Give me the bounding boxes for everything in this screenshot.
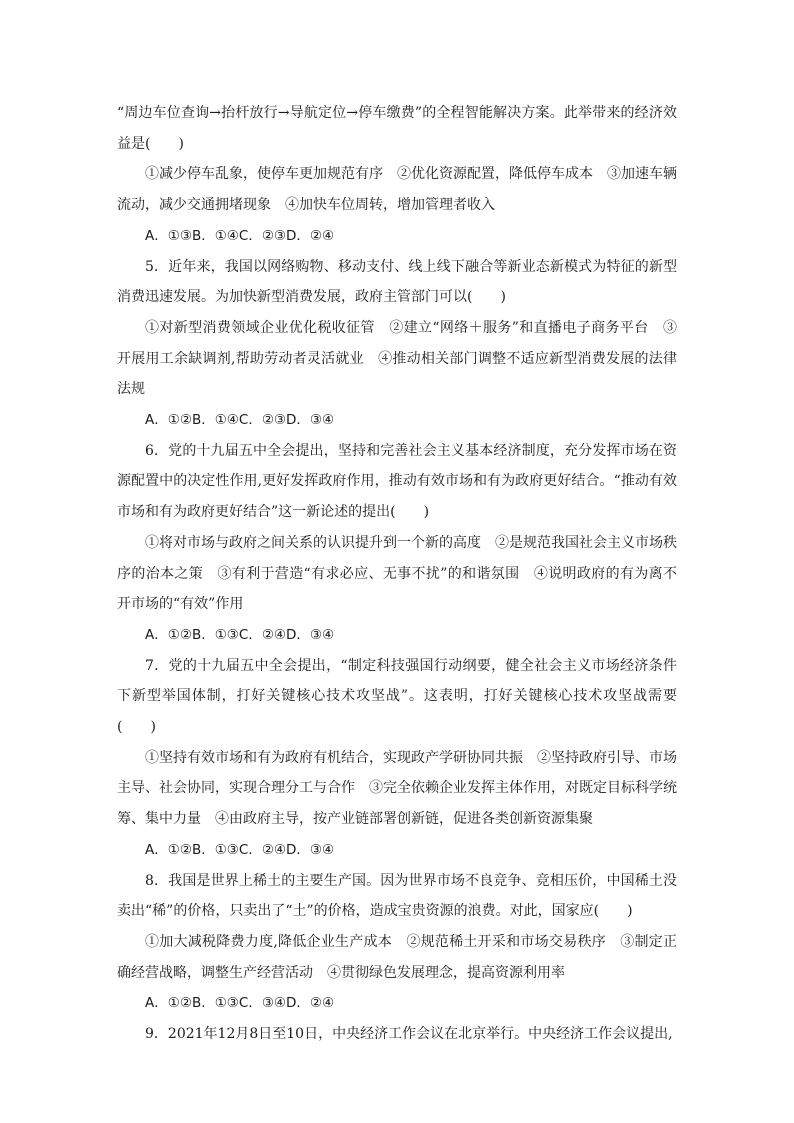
question-8-statements: ①加大减税降费力度,降低企业生产成本 ②规范稀土开采和市场交易秩序 ③制定正确经营战略，调整生产经营活动 ④贯彻绿色发展理念，提高资源利用率 — [117, 933, 677, 981]
question-6-stem: 6．党的十九届五中全会提出，坚持和完善社会主义基本经济制度，充分发挥市场在资源配置中的决定性作用,更好发挥政府作用，推动有效市场和有为政府更好结合。“推动有效市场和有为政府更好结合”这一新论述的提出( ) — [117, 442, 677, 521]
question-4-stem-tail: “周边车位查询→抬杆放行→导航定位→停车缴费”的全程智能解决方案。此举带来的经济效益是( ) — [117, 105, 677, 152]
question-5-stem: 5．近年来，我国以网络购物、移动支付、线上线下融合等新业态新模式为特征的新型消费迅速发展。为加快新型消费发展，政府主管部门可以( ) — [117, 258, 677, 306]
question-5-options: A．①②B．①④C．②③D．③④ — [145, 412, 335, 429]
question-5-statements: ①对新型消费领域企业优化税收征管 ②建立“网络＋服务”和直播电子商务平台 ③开展用工余缺调剂,帮助劳动者灵活就业 ④推动相关部门调整不适应新型消费发展的法律法规 — [117, 319, 677, 398]
question-4-options: A．①③B．①④C．②③D．②④ — [145, 227, 335, 244]
question-7-stem: 7．党的十九届五中全会提出，“制定科技强国行动纲要，健全社会主义市场经济条件下新型举国体制，打好关键核心技术攻坚战”。这表明，打好关键核心技术攻坚战需要( ) — [117, 657, 677, 736]
question-6-options: A．①②B．①③C．②④D．③④ — [145, 626, 335, 643]
question-6-statements: ①将对市场与政府之间关系的认识提升到一个新的高度 ②是规范我国社会主义市场秩序的治本之策 ③有利于营造“有求必应、无事不扰”的和谐氛围 ④说明政府的有为离不开市场的“有效”作用 — [117, 534, 677, 613]
question-8-stem: 8．我国是世界上稀土的主要生产国。因为世界市场不良竞争、竞相压价，中国稀土没卖出“稀”的价格，只卖出了“土”的价格，造成宝贵资源的浪费。对此，国家应( ) — [117, 872, 677, 920]
question-list — [117, 98, 677, 1050]
question-8-options: A．①②B．①③C．③④D．②④ — [145, 995, 335, 1012]
question-4-statements: ①减少停车乱象，使停车更加规范有序 ②优化资源配置，降低停车成本 ③加速车辆流动，减少交通拥堵现象 ④加快车位周转，增加管理者收入 — [117, 166, 677, 214]
question-9-stem: 9．2021年12月8日至10日，中央经济工作会议在北京举行。中央经济工作会议提出, — [145, 1026, 673, 1043]
question-7-options: A．①②B．①③C．②④D．③④ — [145, 841, 335, 858]
question-7-statements: ①坚持有效市场和有为政府有机结合，实现政产学研协同共振 ②坚持政府引导、市场主导、社会协同，实现合理分工与合作 ③完全依赖企业发挥主体作用，对既定目标科学统筹、集中力量 ④由政府主导，按产业链部署创新链，促进各类创新资源集聚 — [117, 749, 677, 828]
